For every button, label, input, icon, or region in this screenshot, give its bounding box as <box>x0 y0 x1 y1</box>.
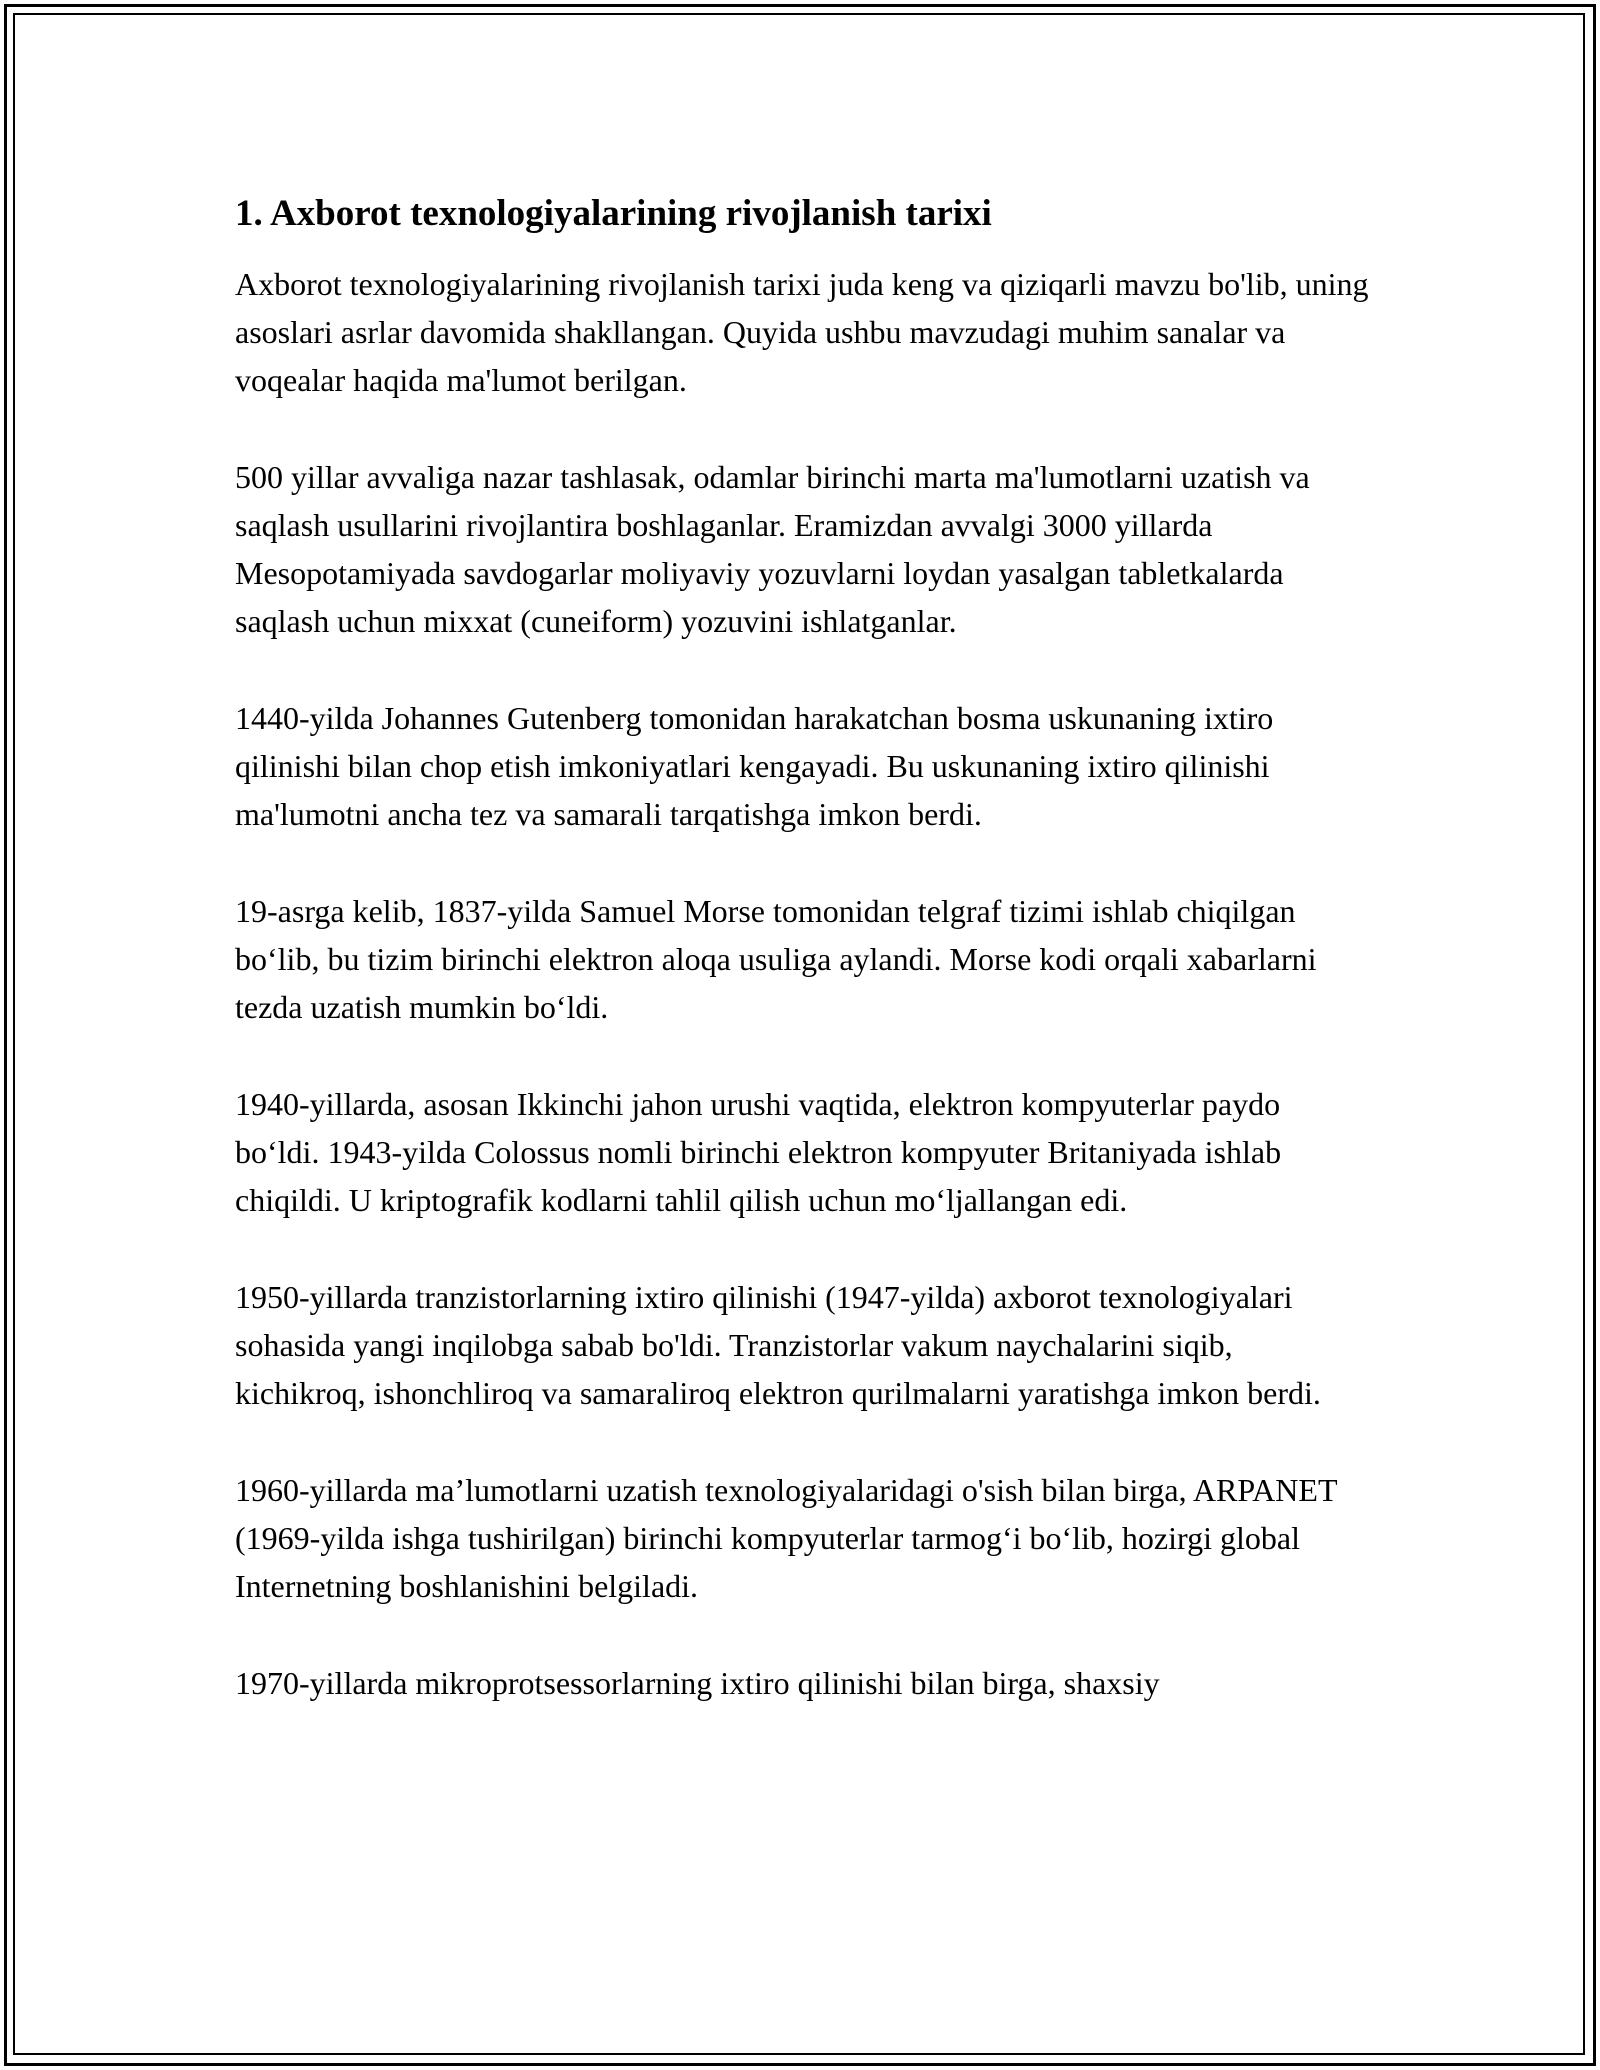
paragraph-intro: Axborot texnologiyalarining rivojlanish tarixi juda keng va qiziqarli mavzu bo'lib, uning asoslari asrlar davomida shakllangan. Quyida ushbu mavzudagi muhim sanalar va voqealar haqida ma'lumot berilgan. <box>235 266 1369 398</box>
paragraph-microprocessors: 1970-yillarda mikroprotsessorlarning ixtiro qilinishi bilan birga, shaxsiy <box>235 1665 1160 1701</box>
paragraph-transistors: 1950-yillarda tranzistorlarning ixtiro qilinishi (1947-yilda) axborot texnologiyalari sohasida yangi inqilobga sabab bo'ldi. Tranzistorlar vakum naychalarini siqib, kichikroq, ishonchliroq va samaraliroq elektron qurilmalarni yaratishga imkon berdi. <box>235 1279 1321 1411</box>
document-body <box>235 260 1385 1707</box>
paragraph-electronic-computers: 1940-yillarda, asosan Ikkinchi jahon urushi vaqtida, elektron kompyuterlar paydo bo‘ldi. 1943-yilda Colossus nomli birinchi elektron kompyuter Britaniyada ishlab chiqildi. U kriptografik kodlarni tahlil qilish uchun mo‘ljallangan edi. <box>235 1086 1282 1218</box>
paragraph-ancient-records: 500 yillar avvaliga nazar tashlasak, odamlar birinchi marta ma'lumotlarni uzatish va saqlash usullarini rivojlantira boshlaganlar. Eramizdan avvalgi 3000 yillarda Mesopotamiyada savdogarlar moliyaviy yozuvlarni loydan yasalgan tabletkalarda saqlash uchun mixxat (cuneiform) yozuvini ishlatganlar. <box>235 459 1310 639</box>
paragraph-arpanet: 1960-yillarda ma’lumotlarni uzatish texnologiyalaridagi o'sish bilan birga, ARPANET (1969-yilda ishga tushirilgan) birinchi kompyuterlar tarmog‘i bo‘lib, hozirgi global Internetning boshlanishini belgiladi. <box>235 1472 1337 1604</box>
paragraph-telegraph: 19-asrga kelib, 1837-yilda Samuel Morse tomonidan telgraf tizimi ishlab chiqilgan bo‘lib, bu tizim birinchi elektron aloqa usuliga aylandi. Morse kodi orqali xabarlarni tezda uzatish mumkin bo‘ldi. <box>235 893 1317 1025</box>
paragraph-printing-press: 1440-yilda Johannes Gutenberg tomonidan harakatchan bosma uskunaning ixtiro qilinishi bilan chop etish imkoniyatlari kengayadi. Bu uskunaning ixtiro qilinishi ma'lumotni ancha tez va samarali tarqatishga imkon berdi. <box>235 700 1274 832</box>
section-heading: 1. Axborot texnologiyalarining rivojlanish tarixi <box>235 193 992 234</box>
document-content <box>235 190 1385 1756</box>
